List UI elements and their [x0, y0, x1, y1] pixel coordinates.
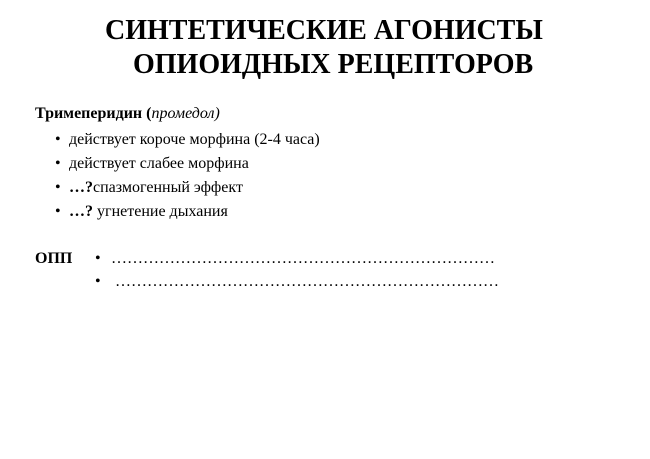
list-item [55, 200, 320, 224]
bullet-marker: • [55, 203, 61, 220]
unknown-prefix: …? [69, 203, 93, 220]
list-item-text: угнетение дыхания [93, 203, 228, 220]
list-item-text: действует слабее морфина [69, 155, 249, 172]
page-title-line-2: ОПИОИДНЫХ РЕЦЕПТОРОВ [133, 49, 534, 80]
bullet-marker: • [55, 179, 61, 196]
page-title-line-1: СИНТЕТИЧЕСКИЕ АГОНИСТЫ [105, 15, 543, 46]
drug-open-paren: ( [146, 105, 152, 122]
drug-trade-name: промедол) [151, 105, 220, 122]
bullet-marker: • [95, 250, 101, 267]
bullet-marker: • [55, 131, 61, 148]
bullet-marker: • [55, 155, 61, 172]
drug-properties-list [55, 128, 320, 224]
blank-dots: ……………………………………………………………… [111, 250, 495, 267]
drug-heading [35, 104, 220, 124]
opp-blank-row [95, 249, 495, 269]
list-item [55, 152, 320, 176]
list-item-text: действует короче морфина (2-4 часа) [69, 131, 320, 148]
bullet-marker: • [95, 273, 101, 290]
unknown-prefix: …? [69, 179, 93, 196]
drug-name: Тримеперидин [35, 105, 143, 122]
opp-label: ОПП [35, 250, 73, 267]
blank-dots: ……………………………………………………………… [115, 273, 499, 290]
list-item [55, 176, 320, 200]
list-item [55, 128, 320, 152]
list-item-text: спазмогенный эффект [93, 179, 243, 196]
opp-blank-row [95, 272, 499, 292]
